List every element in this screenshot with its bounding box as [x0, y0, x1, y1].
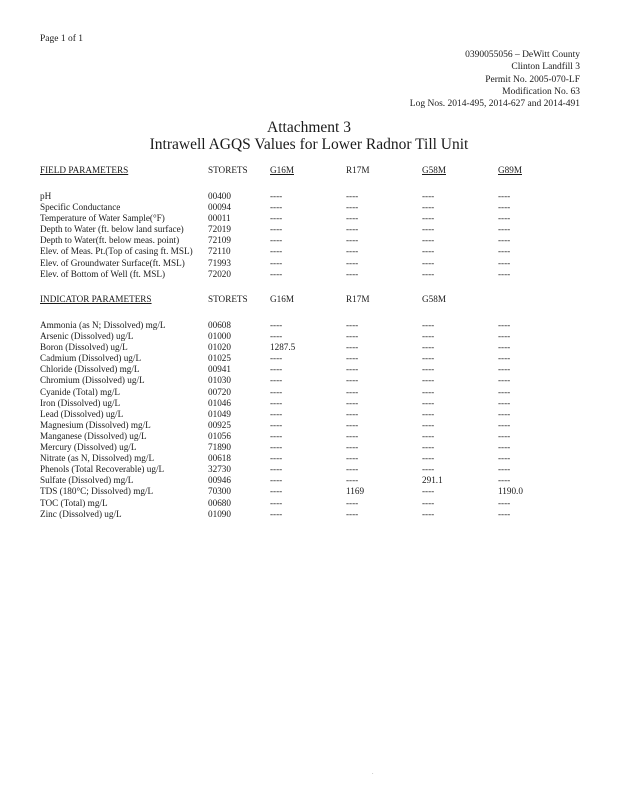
value-cell: ---- — [270, 475, 283, 486]
table-row — [40, 331, 538, 342]
storet-cell: 01030 — [208, 375, 231, 386]
value-cell: ---- — [498, 213, 511, 224]
table-row — [40, 475, 538, 486]
value-cell: ---- — [498, 364, 511, 375]
table-row — [40, 486, 538, 497]
parameter-cell: Temperature of Water Sample(°F) — [40, 213, 165, 224]
storet-cell: 72109 — [208, 235, 231, 246]
value-cell: ---- — [270, 408, 283, 419]
table-row — [40, 258, 538, 269]
column-header: G58M — [422, 294, 446, 304]
storet-cell: 32730 — [208, 464, 231, 475]
value-cell: ---- — [498, 419, 511, 430]
value-cell: ---- — [498, 224, 511, 235]
parameter-cell: Cyanide (Total) mg/L — [40, 386, 120, 397]
value-cell: ---- — [270, 202, 283, 213]
value-cell: ---- — [346, 397, 359, 408]
table-row — [40, 420, 538, 431]
value-cell: ---- — [422, 442, 435, 453]
value-cell: 1169 — [346, 486, 365, 497]
storet-cell: 01056 — [208, 430, 231, 441]
value-cell: ---- — [422, 224, 435, 235]
storet-cell: 01020 — [208, 342, 231, 353]
value-cell: ---- — [346, 508, 359, 519]
value-cell: ---- — [498, 430, 511, 441]
value-cell: ---- — [422, 453, 435, 464]
parameter-cell: Elev. of Meas. Pt.(Top of casing ft. MSL) — [40, 246, 193, 257]
parameter-cell: Elev. of Bottom of Well (ft. MSL) — [40, 268, 166, 279]
value-cell: ---- — [498, 475, 511, 486]
value-cell: ---- — [270, 508, 283, 519]
parameter-cell: pH — [40, 191, 52, 201]
storet-cell: 01049 — [208, 408, 231, 419]
value-cell: ---- — [422, 213, 435, 224]
parameter-cell: Specific Conductance — [40, 202, 121, 213]
value-cell: ---- — [270, 386, 283, 397]
header-line: 0390055056 – DeWitt County — [465, 50, 580, 60]
table-row — [40, 269, 538, 280]
parameter-cell: Chromium (Dissolved) ug/L — [40, 375, 145, 386]
value-cell: ---- — [422, 508, 435, 519]
value-cell: ---- — [346, 213, 359, 224]
table-row — [40, 498, 538, 509]
parameter-cell: Nitrate (as N, Dissolved) mg/L — [40, 453, 155, 464]
value-cell: ---- — [422, 268, 435, 279]
table-row — [40, 213, 538, 224]
storet-cell: 01000 — [208, 331, 231, 342]
parameter-cell: Boron (Dissolved) ug/L — [40, 342, 128, 353]
parameter-cell: Mercury (Dissolved) ug/L — [40, 442, 137, 453]
value-cell: ---- — [270, 375, 283, 386]
value-cell: ---- — [422, 246, 435, 257]
value-cell: ---- — [270, 497, 283, 508]
value-cell: ---- — [498, 497, 511, 508]
value-cell: ---- — [422, 353, 435, 364]
storet-cell: 72110 — [208, 246, 231, 257]
header-line: Log Nos. 2014-495, 2014-627 and 2014-491 — [409, 99, 580, 110]
value-cell: ---- — [346, 464, 359, 475]
value-cell: ---- — [422, 497, 435, 508]
value-cell: ---- — [498, 268, 511, 279]
parameter-cell: Phenols (Total Recoverable) ug/L — [40, 464, 165, 475]
storet-cell: 70300 — [208, 486, 231, 497]
parameter-cell: Manganese (Dissolved) ug/L — [40, 430, 147, 441]
parameter-cell: Depth to Water(ft. below meas. point) — [40, 235, 180, 246]
column-header: G16M — [270, 165, 294, 175]
value-cell: ---- — [422, 419, 435, 430]
parameter-cell: Lead (Dissolved) ug/L — [40, 408, 124, 419]
column-header: FIELD PARAMETERS — [40, 165, 129, 175]
storet-cell: 00011 — [208, 213, 231, 224]
value-cell: ---- — [422, 364, 435, 375]
value-cell: ---- — [422, 430, 435, 441]
parameter-cell: Depth to Water (ft. below land surface) — [40, 224, 184, 235]
storet-cell: 00925 — [208, 419, 231, 430]
value-cell: ---- — [422, 486, 435, 497]
parameter-cell: Zinc (Dissolved) ug/L — [40, 508, 122, 519]
value-cell: ---- — [498, 202, 511, 213]
value-cell: ---- — [346, 224, 359, 235]
title-description: Intrawell AGQS Values for Lower Radnor Till Unit — [149, 136, 469, 153]
value-cell: ---- — [346, 475, 359, 486]
value-cell: ---- — [270, 224, 283, 235]
table-row — [40, 509, 538, 520]
value-cell: ---- — [498, 320, 511, 330]
value-cell: 1190.0 — [498, 486, 523, 497]
value-cell: ---- — [270, 213, 283, 224]
table-row — [40, 224, 538, 235]
value-cell: ---- — [346, 191, 359, 201]
table-header-row — [40, 294, 538, 306]
value-cell: ---- — [346, 202, 359, 213]
value-cell: ---- — [270, 331, 283, 342]
table-row — [40, 202, 538, 213]
table-row — [40, 364, 538, 375]
value-cell: ---- — [346, 497, 359, 508]
table-header-row — [40, 165, 538, 177]
table-row — [40, 398, 538, 409]
value-cell: ---- — [422, 331, 435, 342]
storet-cell: 01046 — [208, 397, 231, 408]
table-row — [40, 320, 538, 331]
column-header: STORETS — [208, 165, 248, 175]
value-cell: ---- — [498, 191, 511, 201]
parameter-cell: Iron (Dissolved) ug/L — [40, 397, 121, 408]
column-header: G16M — [270, 294, 294, 304]
value-cell: ---- — [346, 235, 359, 246]
value-cell: ---- — [498, 331, 511, 342]
value-cell: ---- — [422, 375, 435, 386]
parameter-cell: Ammonia (as N; Dissolved) mg/L — [40, 320, 166, 330]
value-cell: ---- — [270, 320, 283, 330]
table-row — [40, 442, 538, 453]
value-cell: ---- — [270, 257, 283, 268]
value-cell: ---- — [498, 408, 511, 419]
value-cell: ---- — [498, 397, 511, 408]
value-cell: ---- — [422, 202, 435, 213]
value-cell: ---- — [270, 442, 283, 453]
value-cell: ---- — [270, 353, 283, 364]
column-header: INDICATOR PARAMETERS — [40, 294, 152, 304]
header-line: Permit No. 2005-070-LF — [485, 74, 580, 85]
value-cell: ---- — [346, 320, 359, 330]
column-header — [498, 294, 538, 306]
table-row — [40, 409, 538, 420]
value-cell: ---- — [346, 331, 359, 342]
value-cell: ---- — [422, 397, 435, 408]
table-row — [40, 464, 538, 475]
value-cell: ---- — [346, 408, 359, 419]
value-cell: 291.1 — [422, 475, 443, 486]
parameter-cell: Magnesium (Dissolved) mg/L — [40, 419, 151, 430]
value-cell: ---- — [422, 386, 435, 397]
value-cell: ---- — [498, 353, 511, 364]
value-cell: ---- — [498, 453, 511, 464]
value-cell: ---- — [498, 442, 511, 453]
value-cell: ---- — [270, 364, 283, 375]
value-cell: ---- — [422, 464, 435, 475]
table-row — [40, 375, 538, 386]
storet-cell: 72020 — [208, 268, 231, 279]
value-cell: ---- — [346, 442, 359, 453]
value-cell: ---- — [422, 342, 435, 353]
storet-cell: 00608 — [208, 320, 231, 330]
value-cell: ---- — [346, 268, 359, 279]
field-parameters-table — [40, 165, 538, 280]
table-row — [40, 431, 538, 442]
column-header: R17M — [346, 165, 370, 175]
value-cell: ---- — [422, 235, 435, 246]
title-attachment: Attachment 3 — [267, 119, 351, 136]
storet-cell: 00941 — [208, 364, 231, 375]
value-cell: ---- — [346, 257, 359, 268]
value-cell: ---- — [346, 342, 359, 353]
document-header — [410, 49, 580, 110]
column-header: G89M — [498, 165, 522, 175]
value-cell: ---- — [346, 246, 359, 257]
storet-cell: 00618 — [208, 453, 231, 464]
parameter-cell: Arsenic (Dissolved) ug/L — [40, 331, 134, 342]
value-cell: ---- — [270, 453, 283, 464]
value-cell: ---- — [498, 386, 511, 397]
storet-cell: 00400 — [208, 191, 231, 201]
parameter-cell: Elev. of Groundwater Surface(ft. MSL) — [40, 257, 185, 268]
value-cell: ---- — [346, 453, 359, 464]
header-line: Modification No. 63 — [502, 86, 580, 97]
value-cell: ---- — [270, 268, 283, 279]
value-cell: ---- — [422, 257, 435, 268]
storet-cell: 72019 — [208, 224, 231, 235]
column-header: R17M — [346, 294, 370, 304]
value-cell: ---- — [498, 257, 511, 268]
parameter-cell: TOC (Total) mg/L — [40, 497, 108, 508]
storet-cell: 01025 — [208, 353, 231, 364]
storet-cell: 71890 — [208, 442, 231, 453]
value-cell: ---- — [270, 246, 283, 257]
storet-cell: 00946 — [208, 475, 231, 486]
value-cell: ---- — [270, 430, 283, 441]
value-cell: ---- — [346, 386, 359, 397]
table-row — [40, 387, 538, 398]
table-row — [40, 342, 538, 353]
value-cell: ---- — [346, 364, 359, 375]
page-mark: . — [372, 770, 374, 776]
value-cell: ---- — [270, 235, 283, 246]
parameter-cell: TDS (180°C; Dissolved) mg/L — [40, 486, 154, 497]
value-cell: ---- — [498, 235, 511, 246]
value-cell: ---- — [422, 191, 435, 201]
value-cell: ---- — [270, 191, 283, 201]
storet-cell: 00094 — [208, 202, 231, 213]
value-cell: ---- — [346, 353, 359, 364]
table-row — [40, 246, 538, 257]
storet-cell: 01090 — [208, 508, 231, 519]
column-header: G58M — [422, 165, 446, 175]
value-cell: 1287.5 — [270, 342, 296, 353]
value-cell: ---- — [498, 508, 511, 519]
parameter-cell: Sulfate (Dissolved) mg/L — [40, 475, 134, 486]
value-cell: ---- — [346, 375, 359, 386]
table-row — [40, 353, 538, 364]
value-cell: ---- — [498, 342, 511, 353]
value-cell: ---- — [422, 408, 435, 419]
storet-cell: 00720 — [208, 386, 231, 397]
page-number: Page 1 of 1 — [40, 34, 84, 44]
indicator-parameters-table — [40, 294, 538, 520]
value-cell: ---- — [498, 246, 511, 257]
table-row — [40, 235, 538, 246]
value-cell: ---- — [270, 419, 283, 430]
column-header: STORETS — [208, 294, 248, 304]
storet-cell: 71993 — [208, 257, 231, 268]
value-cell: ---- — [346, 430, 359, 441]
value-cell: ---- — [270, 397, 283, 408]
document-title — [0, 119, 618, 153]
value-cell: ---- — [270, 464, 283, 475]
value-cell: ---- — [346, 419, 359, 430]
table-row — [40, 191, 538, 202]
table-row — [40, 453, 538, 464]
value-cell: ---- — [498, 375, 511, 386]
value-cell: ---- — [270, 486, 283, 497]
header-line: Clinton Landfill 3 — [511, 62, 580, 73]
parameter-cell: Chloride (Dissolved) mg/L — [40, 364, 140, 375]
value-cell: ---- — [498, 464, 511, 475]
value-cell: ---- — [422, 320, 435, 330]
parameter-cell: Cadmium (Dissolved) ug/L — [40, 353, 142, 364]
storet-cell: 00680 — [208, 497, 231, 508]
